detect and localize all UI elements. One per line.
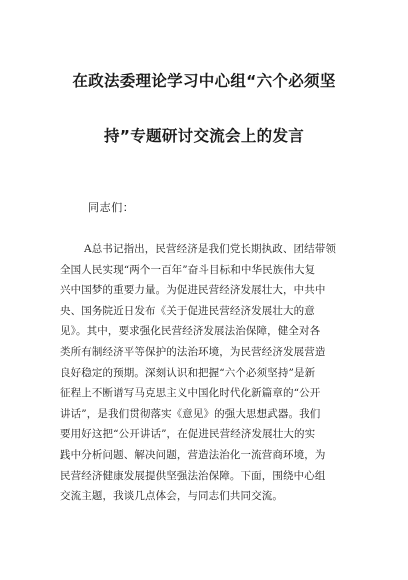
body-line: 央、国务院近日发布《关于促进民营经济发展壮大的意 [60, 304, 315, 317]
body-line: 兴中国梦的重要力量。为促进民营经济发展壮大，中共中 [60, 284, 326, 297]
body-line: 类所有制经济平等保护的法治环境，为民营经济发展营造 [60, 345, 326, 358]
body-line: 全国人民实现“两个一百年”奋斗目标和中华民族伟大复 [60, 263, 316, 276]
body-line: 见》。其中，要求强化民营经济发展法治保障，健全对各 [60, 325, 321, 338]
document-title-line-1: 在政法委理论学习中心组“六个必须坚 [72, 72, 336, 90]
body-line: 践中分析问题、解决问题，营造法治化一流营商环境，为 [60, 448, 326, 461]
body-line: 讲话”，是我们贯彻落实《意见》的强大思想武器。我们 [60, 407, 321, 420]
salutation: 同志们： [88, 201, 135, 214]
body-line: 交流主题，我谈几点体会，与同志们共同交流。 [60, 490, 284, 503]
body-line: A总书记指出，民营经济是我们党长期执政、团结带领 [84, 243, 336, 255]
document-title-line-2: 持”专题研讨交流会上的发言 [103, 127, 305, 145]
body-line: 良好稳定的预期。深刻认识和把握“六个必须坚持”是新 [60, 366, 316, 379]
body-line: 要用好这把“公开讲话”，在促进民营经济发展壮大的实 [60, 428, 316, 441]
body-line: 民营经济健康发展提供坚强法治保障。下面，围绕中心组 [60, 469, 326, 482]
body-line: 征程上不断谱写马克思主义中国化时代化新篇章的“公开 [60, 387, 321, 400]
body-paragraph [60, 239, 360, 507]
